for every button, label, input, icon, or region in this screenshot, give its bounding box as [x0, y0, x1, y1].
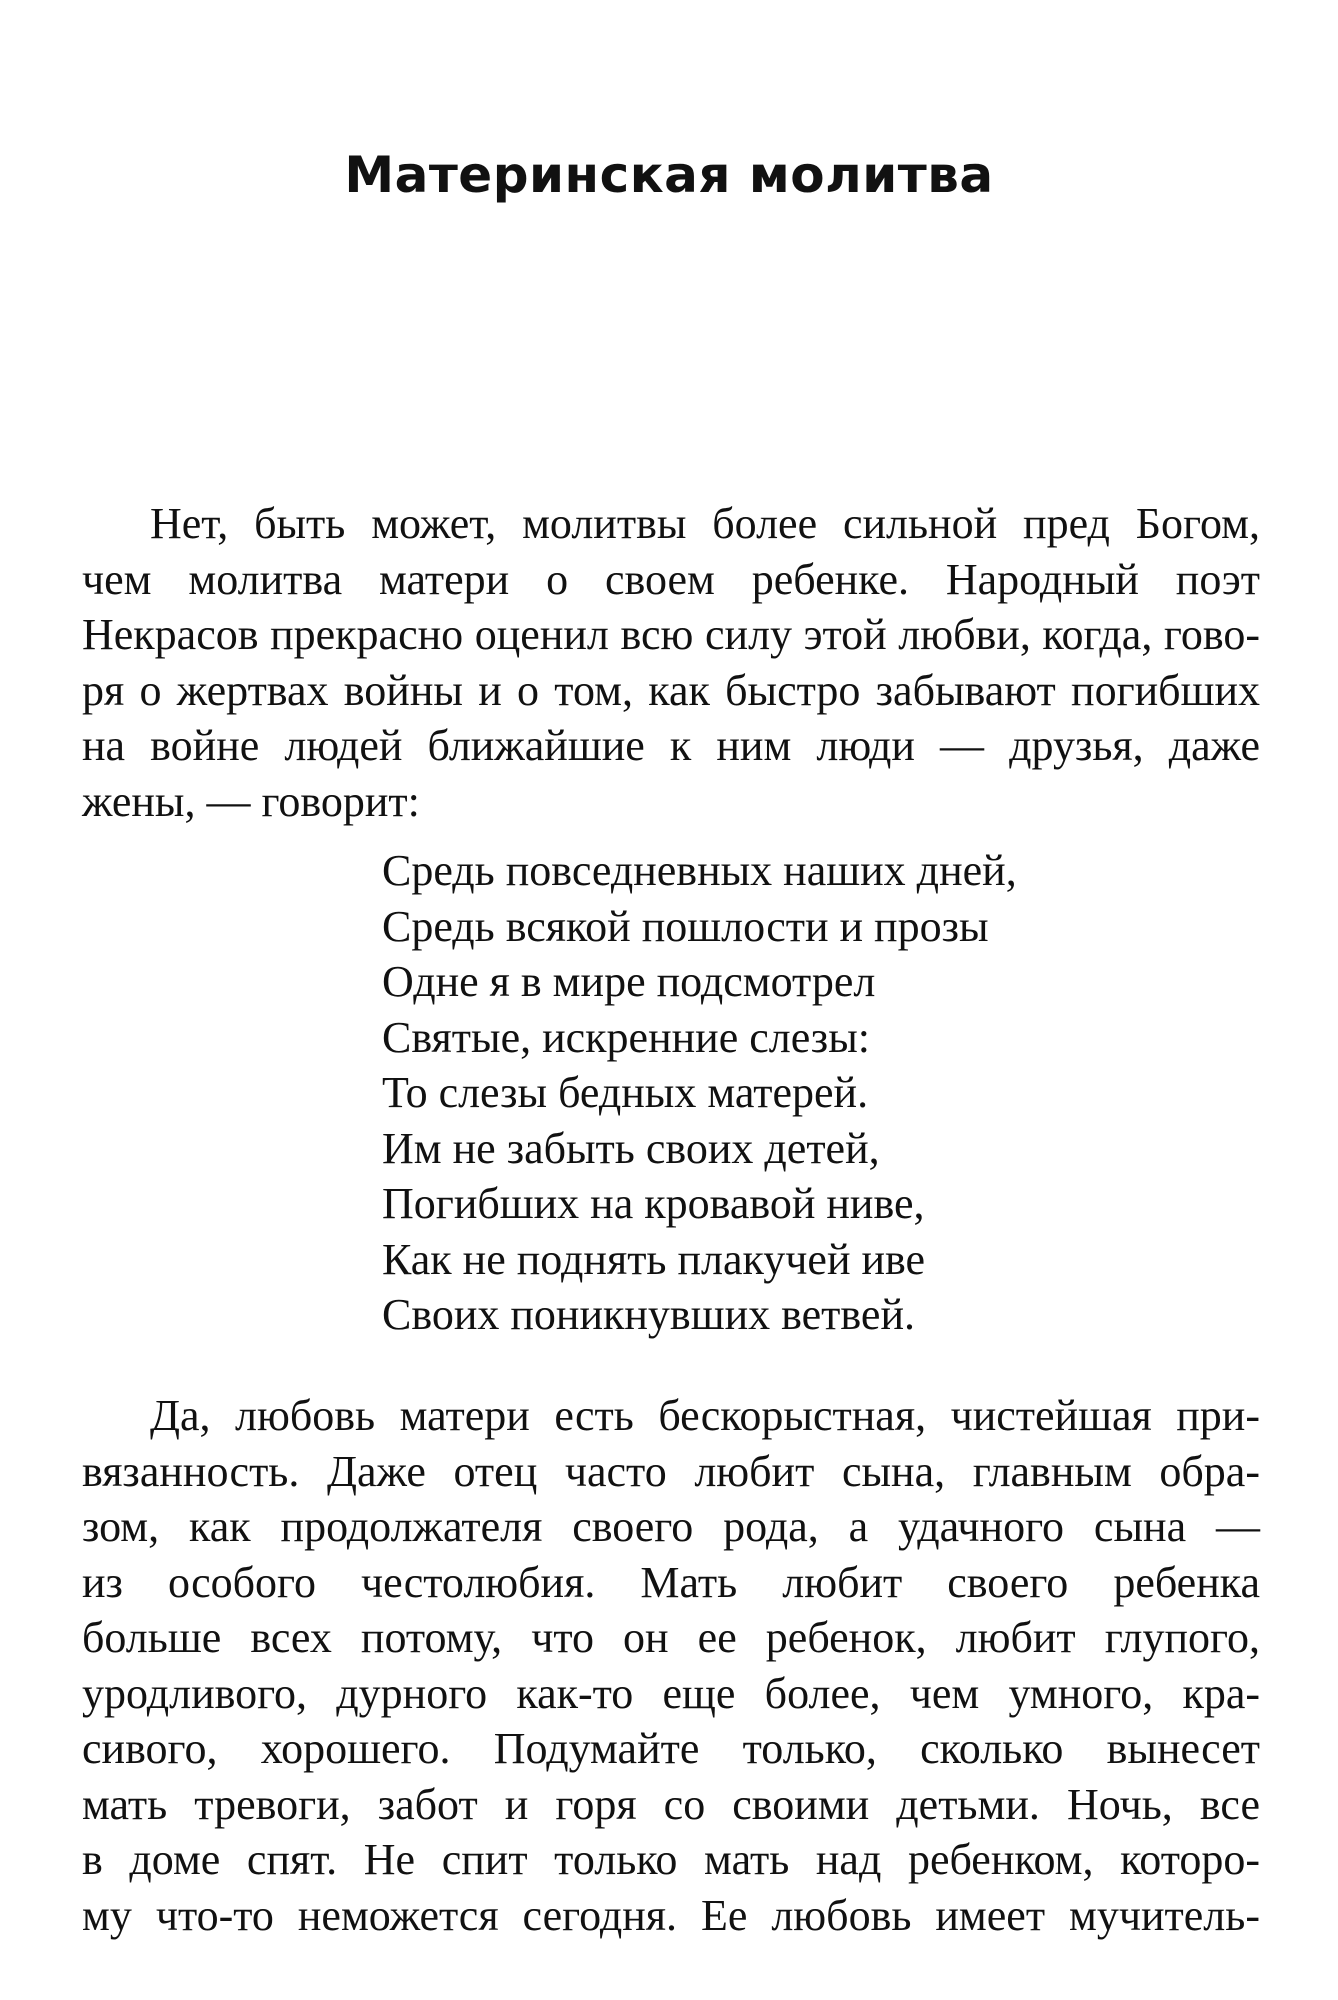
poem-line: Своих поникнувших ветвей. [382, 1290, 916, 1339]
text-line: уродливого, дурного как-то еще более, чем умного, кра- [82, 1668, 1260, 1718]
text-line: ря о жертвах войны и о том, как быстро забывают погибших [82, 665, 1260, 715]
paragraph-mother-love [82, 1388, 1260, 1943]
poem-line: То слезы бедных матерей. [382, 1068, 869, 1117]
text-line: Некрасов прекрасно оценил всю силу этой любви, когда, гово- [82, 610, 1260, 659]
poem-line: Одне я в мире подсмотрел [382, 957, 876, 1006]
poem-line: Средь повседневных наших дней, [382, 846, 1017, 895]
poem-line: Как не поднять плакучей иве [382, 1234, 926, 1284]
text-line: мать тревоги, забот и горя со своими детьми. Ночь, все [82, 1779, 1260, 1829]
poem-line: Святые, искренние слезы: [382, 1012, 870, 1062]
text-line: в доме спят. Не спит только мать над ребенком, которо- [82, 1835, 1260, 1884]
text-line: му что-то неможется сегодня. Ее любовь имеет мучитель- [82, 1890, 1260, 1940]
paragraph-intro [82, 496, 1260, 829]
text-line: сивого, хорошего. Подумайте только, сколько вынесет [82, 1724, 1260, 1773]
chapter-title: Материнская молитва [344, 146, 994, 204]
text-line: жены, — говорит: [82, 776, 420, 826]
text-line: Нет, быть может, молитвы более сильной пред Богом, [150, 499, 1260, 548]
poem-quote [382, 843, 1017, 1343]
poem-line: Погибших на кровавой ниве, [382, 1179, 925, 1228]
text-line: чем молитва матери о своем ребенке. Народный поэт [82, 554, 1260, 604]
text-line: больше всех потому, что он ее ребенок, любит глупого, [82, 1613, 1260, 1662]
text-line: зом, как продолжателя своего рода, а удачного сына — [82, 1502, 1260, 1551]
poem-line: Средь всякой пошлости и прозы [382, 901, 989, 951]
text-line: Да, любовь матери есть бескорыстная, чистейшая при- [150, 1391, 1260, 1440]
text-line: вязанность. Даже отец часто любит сына, главным обра- [82, 1446, 1260, 1496]
text-line: из особого честолюбия. Мать любит своего ребенка [82, 1557, 1260, 1607]
text-line: на войне людей ближайшие к ним люди — друзья, даже [82, 721, 1260, 770]
poem-line: Им не забыть своих детей, [382, 1123, 880, 1173]
